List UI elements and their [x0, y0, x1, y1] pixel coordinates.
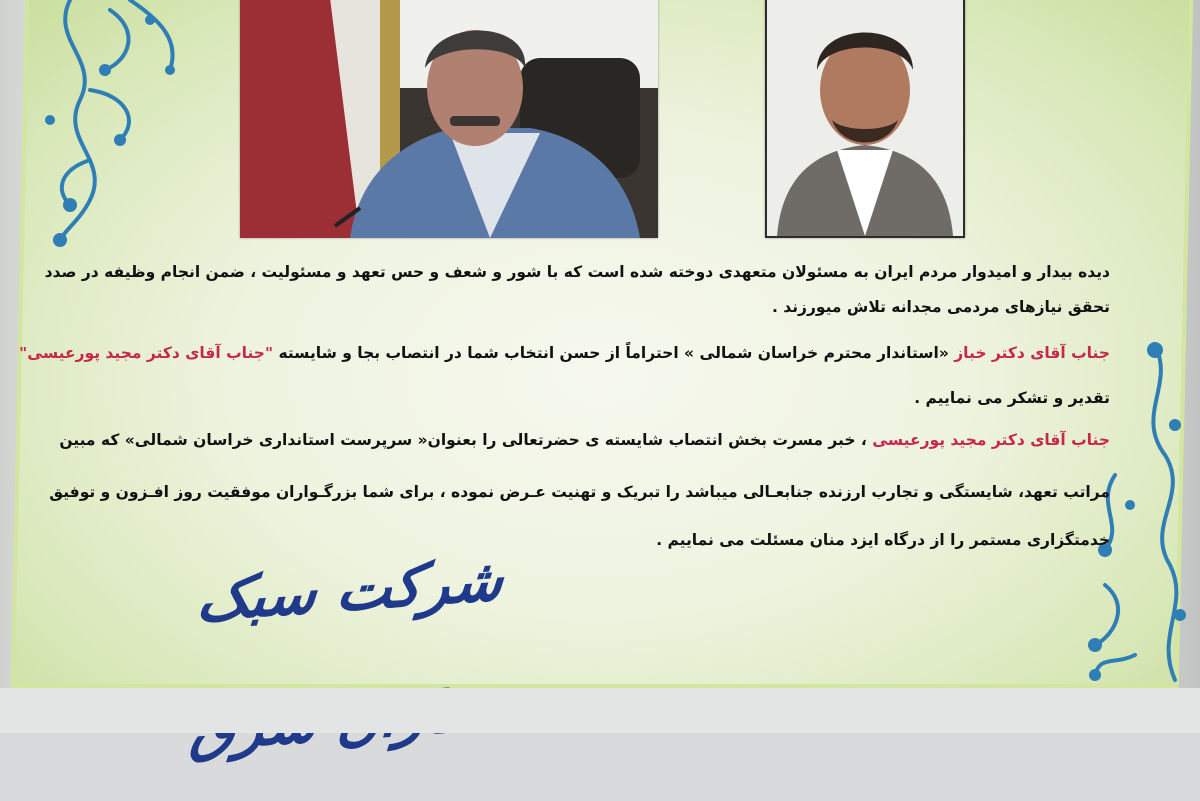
announcement-line-3: [20, 343, 1110, 363]
accent-name-pouraisi-2: جناب آقای دکتر مجید پورعیسی: [872, 431, 1110, 449]
page-bottom-margin: [0, 688, 1200, 733]
announcement-line-2: تحقق نیازهای مردمی مجدانه تلاش میورزند .: [771, 298, 1110, 316]
accent-name-pouraisi: "جناب آقای دکتر مجید پورعیسی": [19, 344, 274, 362]
appointee-portrait-photo: [765, 0, 965, 238]
line-5-rest: ، خبر مسرت بخش انتصاب شایسته ی حضرتعالی را بعنوان« سرپرست استانداری خراسان شمالی» که مبین: [59, 431, 873, 449]
company-signature: شرکت سبک: [194, 545, 506, 635]
announcement-line-5: [20, 430, 1110, 450]
accent-name-khabbaz: جناب آقای دکتر خباز: [954, 344, 1110, 362]
announcement-line-7: خدمتگزاری مستمر را از درگاه ایزد منان مسئلت می نماییم .: [656, 531, 1110, 549]
official-portrait-photo: [240, 0, 658, 238]
line-3-middle: «استاندار محترم خراسان شمالی » احتراماً از حسن انتخاب شما در انتصاب بجا و شایسته: [273, 344, 955, 362]
announcement-line-6: مراتب تعهد، شایستگی و تجارب ارزنده جنابعـالی میباشد را تبریک و تهنیت عـرض نموده ، برای شما بزرگـواران موفقیت روز افـزون و توفیق: [49, 483, 1110, 501]
announcement-line-1: دیده بیدار و امیدوار مردم ایران به مسئولان متعهدی دوخته شده است که با شور و شعف و حس تعهد و مسئولیت ، ضمن انجام وظیفه در صدد: [44, 263, 1110, 281]
floral-ornament-left-icon: [30, 0, 190, 250]
announcement-line-4: تقدیر و تشکر می نماییم .: [914, 389, 1110, 407]
